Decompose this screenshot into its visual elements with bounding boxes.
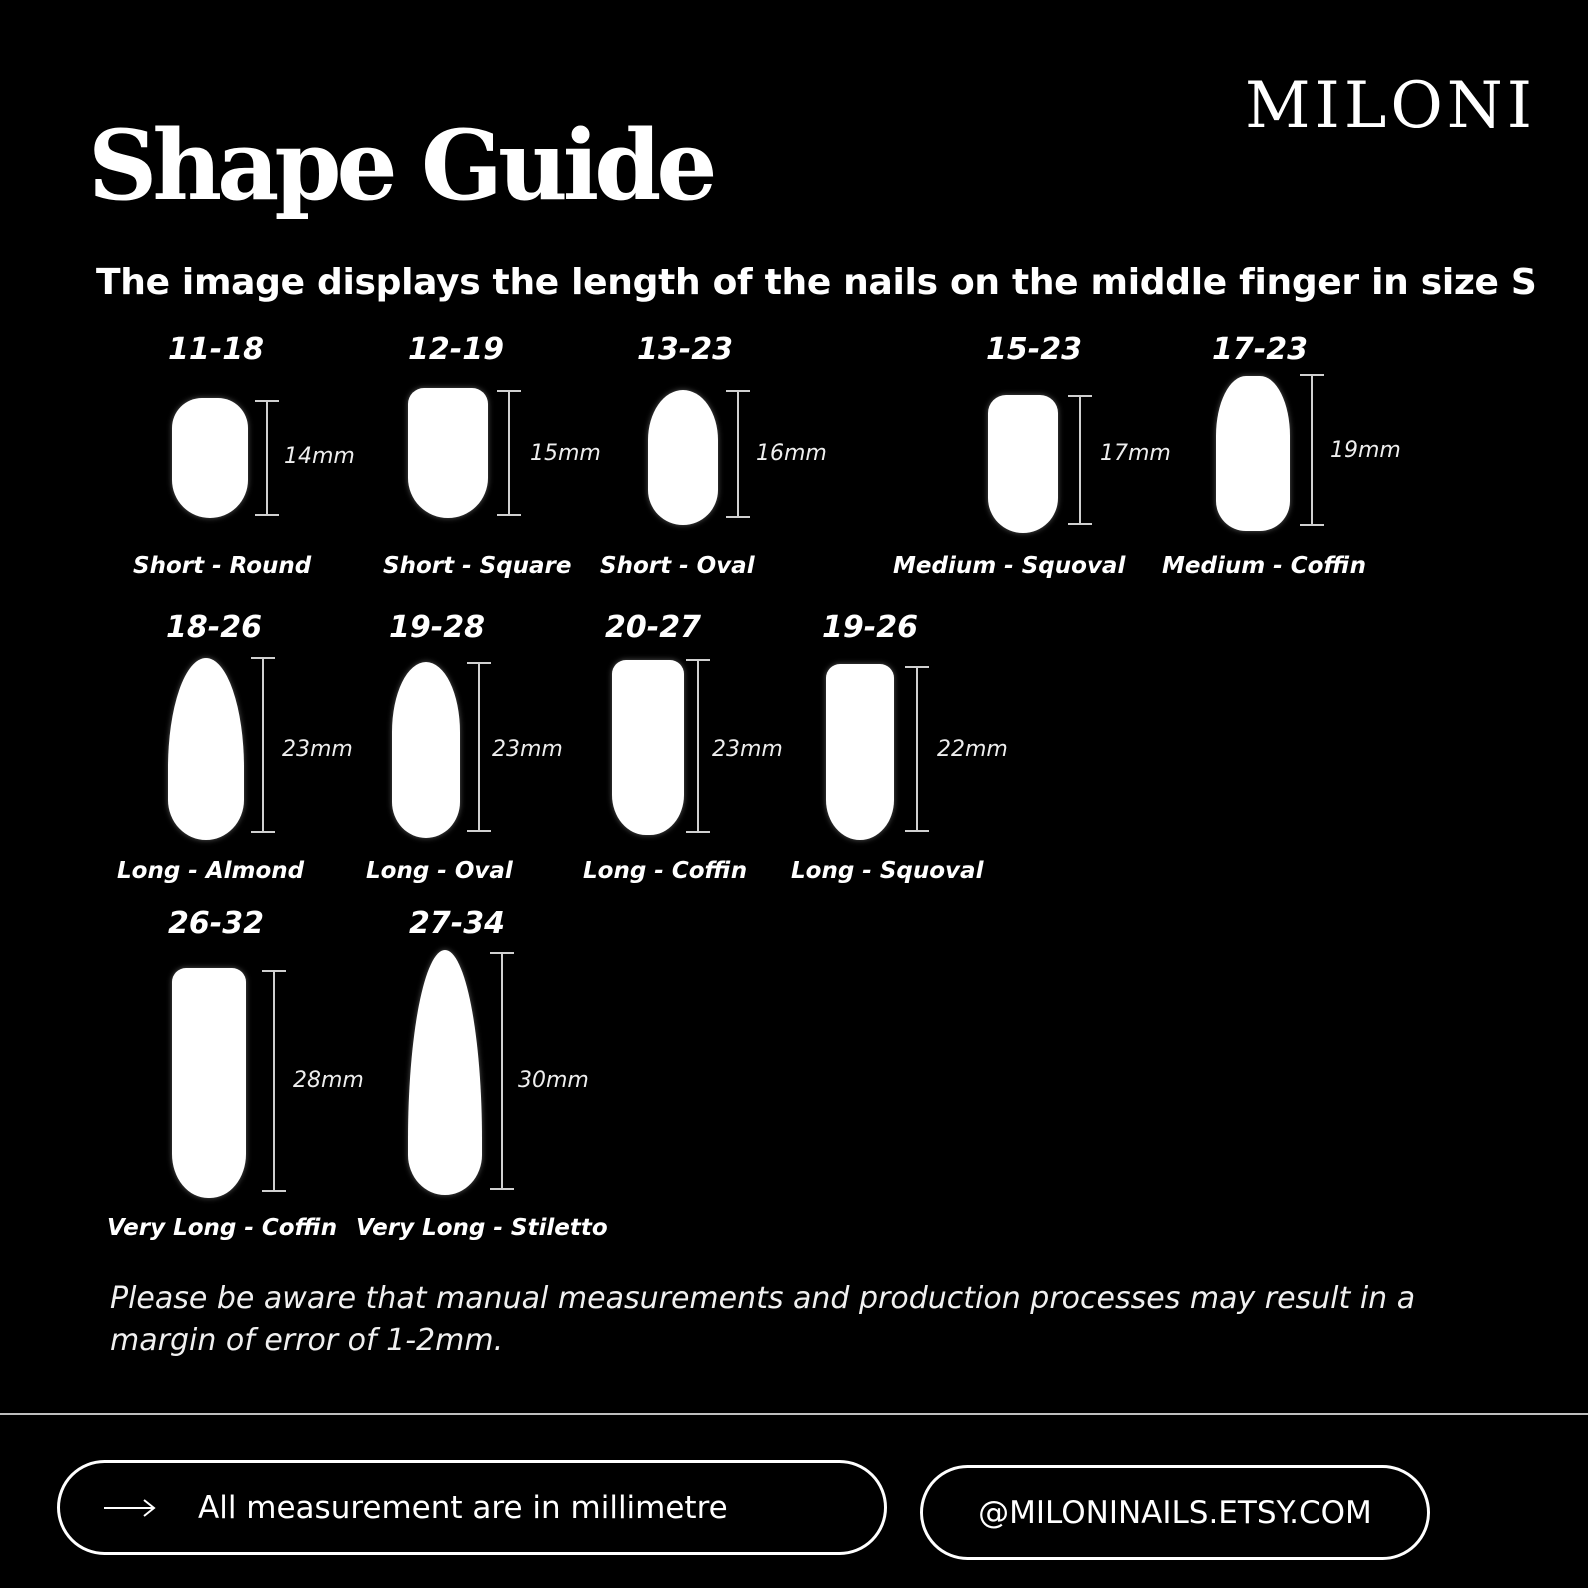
nail-size-range: 20-27 <box>605 610 701 645</box>
length-ruler <box>467 662 491 832</box>
brand-logo: MILONI <box>1245 69 1537 143</box>
measurement-note-pill <box>57 1460 887 1555</box>
nail-length: 23mm <box>282 737 353 762</box>
nail-size-range: 11-18 <box>168 332 264 367</box>
length-ruler <box>686 659 710 833</box>
nail-shape-short-square <box>408 388 488 518</box>
nail-length: 30mm <box>518 1068 589 1093</box>
length-ruler <box>490 952 514 1190</box>
measurement-note: All measurement are in millimetre <box>198 1489 728 1526</box>
length-ruler <box>726 390 750 518</box>
footer-divider <box>0 1413 1588 1415</box>
length-ruler <box>497 390 521 516</box>
nail-label: Long - Oval <box>366 858 513 884</box>
nail-length: 16mm <box>756 441 827 466</box>
length-ruler <box>905 666 929 832</box>
nail-size-range: 15-23 <box>986 332 1082 367</box>
nail-label: Long - Squoval <box>791 858 984 884</box>
nail-size-range: 17-23 <box>1212 332 1308 367</box>
nail-shape-long-squoval <box>826 664 894 840</box>
nail-length: 17mm <box>1100 441 1171 466</box>
nail-length: 19mm <box>1330 438 1401 463</box>
nail-shape-medium-coffin <box>1216 376 1290 531</box>
nail-size-range: 19-26 <box>822 610 918 645</box>
measurement-disclaimer: Please be aware that manual measurements and production processes may result in a margin of error of 1-2mm. <box>110 1281 1416 1358</box>
nail-shape-short-oval <box>648 390 718 525</box>
nail-shape-short-round <box>172 398 248 518</box>
nail-size-range: 18-26 <box>166 610 262 645</box>
nail-label: Short - Round <box>133 553 312 579</box>
nail-length: 14mm <box>284 444 355 469</box>
nail-label: Long - Coffin <box>583 858 748 884</box>
nail-length: 23mm <box>712 737 783 762</box>
nail-length: 22mm <box>937 737 1008 762</box>
nail-label: Medium - Squoval <box>893 553 1126 579</box>
nail-size-range: 12-19 <box>408 332 504 367</box>
nail-label: Very Long - Coffin <box>107 1215 338 1241</box>
arrow-right-icon <box>104 1498 156 1518</box>
nail-label: Very Long - Stiletto <box>356 1215 608 1241</box>
page-title: Shape Guide <box>88 109 713 222</box>
nail-length: 28mm <box>293 1068 364 1093</box>
length-ruler <box>255 400 279 516</box>
nail-label: Short - Square <box>383 553 572 579</box>
nail-length: 15mm <box>530 441 601 466</box>
nail-size-range: 26-32 <box>168 906 264 941</box>
length-ruler <box>1300 374 1324 526</box>
nail-label: Long - Almond <box>117 858 305 884</box>
nail-shape-long-coffin <box>612 660 684 835</box>
nail-shape-very-long-coffin <box>172 968 246 1198</box>
page-subtitle: The image displays the length of the nails on the middle finger in size S <box>96 262 1537 303</box>
website-link[interactable]: @MILONINAILS.ETSY.COM <box>978 1494 1372 1531</box>
nail-label: Medium - Coffin <box>1162 553 1366 579</box>
length-ruler <box>262 970 286 1192</box>
nail-size-range: 19-28 <box>389 610 485 645</box>
nail-shape-medium-squoval <box>988 395 1058 533</box>
nail-size-range: 27-34 <box>409 906 505 941</box>
length-ruler <box>251 657 275 833</box>
nail-label: Short - Oval <box>600 553 755 579</box>
nail-size-range: 13-23 <box>637 332 733 367</box>
nail-shape-long-oval <box>392 662 460 838</box>
nail-length: 23mm <box>492 737 563 762</box>
nail-shape-very-long-stiletto <box>408 950 482 1195</box>
length-ruler <box>1068 395 1092 525</box>
nail-shape-long-almond <box>168 658 244 840</box>
website-pill[interactable] <box>920 1465 1430 1560</box>
